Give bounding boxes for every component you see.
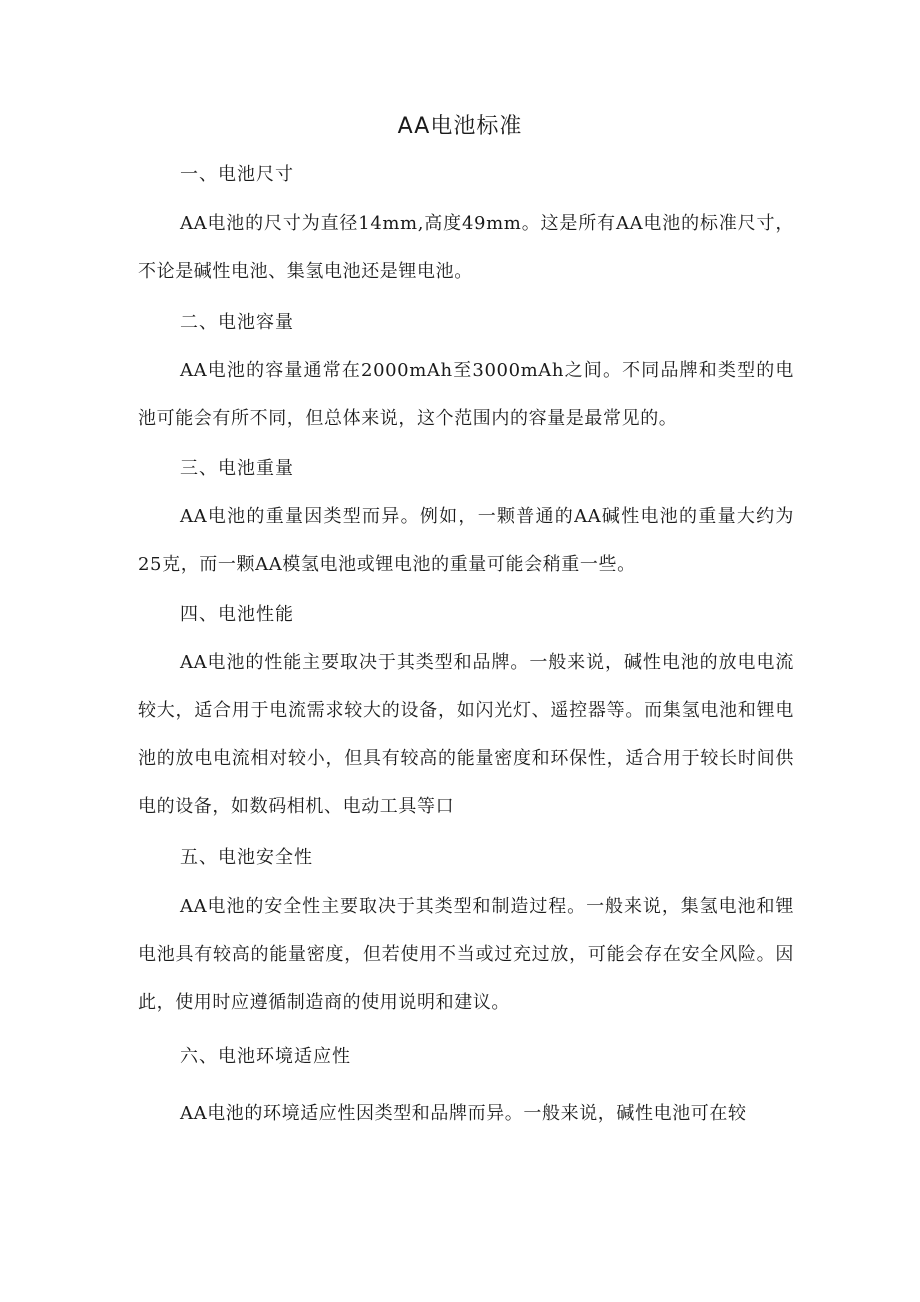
section-body-capacity: AA电池的容量通常在2000mAh至3000mAh之间。不同品牌和类型的电池可能会有所不同，但总体来说，这个范围内的容量是最常见的。 [138, 360, 794, 429]
section-body-performance: AA电池的性能主要取决于其类型和品牌。一般来说，碱性电池的放电电流较大，适合用于电流需求较大的设备，如闪光灯、遥控器等。而集氢电池和锂电池的放电电流相对较小，但具有较高的能量密度和环保性，适合用于较长时间供电的设备，如数码相机、电动工具等口 [138, 652, 794, 817]
document-title: AA电池标准 [397, 114, 523, 139]
section-heading-safety: 五、电池安全性 [180, 847, 313, 868]
section-body-safety: AA电池的安全性主要取决于其类型和制造过程。一般来说，集氢电池和锂电池具有较高的能量密度，但若使用不当或过充过放，可能会存在安全风险。因此，使用时应遵循制造商的使用说明和建议。 [138, 896, 794, 1013]
section-body-size: AA电池的尺寸为直径14mm,高度49mm。这是所有AA电池的标准尺寸，不论是碱性电池、集氢电池还是锂电池。 [138, 213, 794, 282]
section-heading-environment: 六、电池环境适应性 [180, 1046, 351, 1067]
section-heading-capacity: 二、电池容量 [180, 312, 294, 333]
section-heading-size: 一、电池尺寸 [180, 164, 294, 185]
section-body-weight: AA电池的重量因类型而异。例如，一颗普通的AA碱性电池的重量大约为25克，而一颗AA模氢电池或锂电池的重量可能会稍重一些。 [138, 506, 794, 575]
section-body-environment: AA电池的环境适应性因类型和品牌而异。一般来说，碱性电池可在较 [180, 1103, 747, 1124]
section-heading-performance: 四、电池性能 [180, 604, 294, 625]
section-heading-weight: 三、电池重量 [180, 458, 294, 479]
